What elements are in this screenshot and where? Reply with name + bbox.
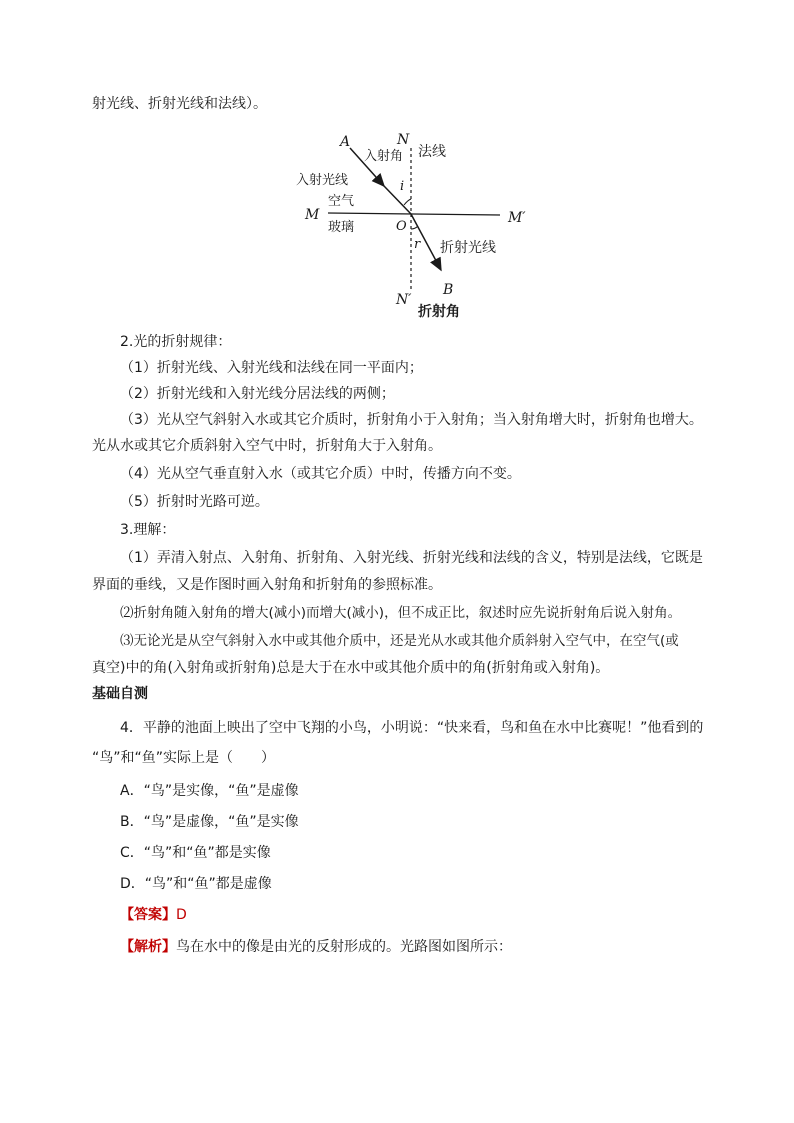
section3-item: ⑶无论光是从空气斜射入水中或其他介质中，还是光从水或其他介质斜射入空气中，在空气(或 <box>120 633 679 649</box>
section2-item: （3）光从空气斜射入水或其它介质时，折射角小于入射角；当入射角增大时，折射角也增大。 <box>120 412 703 428</box>
refraction-angle-arc <box>411 226 418 229</box>
refraction-diagram <box>0 0 794 330</box>
section2-item: （2）折射光线和入射光线分居法线的两侧； <box>120 386 395 402</box>
section2-title: 2.光的折射规律： <box>120 334 232 350</box>
section3-item: ⑵折射角随入射角的增大(减小)而增大(减小)，但不成正比，叙述时应先说折射角后说入射角。 <box>120 605 682 621</box>
incident-ray <box>384 186 411 214</box>
question-text: 4．平静的池面上映出了空中飞翔的小鸟，小明说：“快来看，鸟和鱼在水中比赛呢！”他看到的 <box>120 720 704 736</box>
section3-title: 3.理解： <box>120 522 176 538</box>
section3-item: 界面的垂线，又是作图时画入射角和折射角的参照标准。 <box>92 577 442 593</box>
label-n-prime: N′ <box>396 292 412 308</box>
section2-item: （1）折射光线、入射光线和法线在同一平面内； <box>120 360 423 376</box>
label-o: O <box>396 219 407 234</box>
analysis-text: 鸟在水中的像是由光的反射形成的。光路图如图所示： <box>176 939 512 955</box>
section2-item: （4）光从空气垂直射入水（或其它介质）中时，传播方向不变。 <box>120 466 521 482</box>
label-a: A <box>340 134 351 150</box>
option-b: B．“鸟”是虚像，“鱼”是实像 <box>120 814 299 830</box>
option-a: A．“鸟”是实像，“鱼”是虚像 <box>120 783 299 799</box>
answer-line <box>120 905 187 925</box>
label-i: i <box>400 179 405 194</box>
label-air: 空气 <box>328 194 355 209</box>
analysis-label: 【解析】 <box>120 939 176 955</box>
label-refraction-angle: 折射角 <box>418 304 460 320</box>
section3-item: （1）弄清入射点、入射角、折射角、入射光线、折射光线和法线的含义，特别是法线，它既是 <box>120 550 703 566</box>
label-r: r <box>414 237 421 252</box>
question-text: “鸟”和“鱼”实际上是（ ） <box>92 750 276 766</box>
incidence-angle-arc <box>404 199 411 205</box>
section2-item: 光从水或其它介质斜射入空气中时，折射角大于入射角。 <box>92 438 442 454</box>
label-incident-ray: 入射光线 <box>296 173 349 188</box>
section2-item: （5）折射时光路可逆。 <box>120 494 269 510</box>
analysis-line <box>120 937 512 957</box>
label-incidence-angle: 入射角 <box>364 149 404 164</box>
label-glass: 玻璃 <box>328 220 355 235</box>
option-c: C．“鸟”和“鱼”都是实像 <box>120 845 271 861</box>
answer-label: 【答案】 <box>120 907 176 923</box>
self-test-heading: 基础自测 <box>92 686 148 702</box>
option-d: D．“鸟”和“鱼”都是虚像 <box>120 876 272 892</box>
interface-line <box>328 213 500 215</box>
intro-text: 射光线、折射光线和法线）。 <box>92 96 267 112</box>
section3-item: 真空)中的角(入射角或折射角)总是大于在水中或其他介质中的角(折射角或入射角)。 <box>92 660 610 676</box>
label-normal: 法线 <box>418 144 446 160</box>
answer-value: D <box>176 907 187 923</box>
label-n: N <box>397 132 410 148</box>
label-refracted-ray: 折射光线 <box>440 240 496 256</box>
label-m: M <box>305 207 320 223</box>
label-b: B <box>443 282 454 298</box>
label-m-prime: M′ <box>508 210 526 226</box>
